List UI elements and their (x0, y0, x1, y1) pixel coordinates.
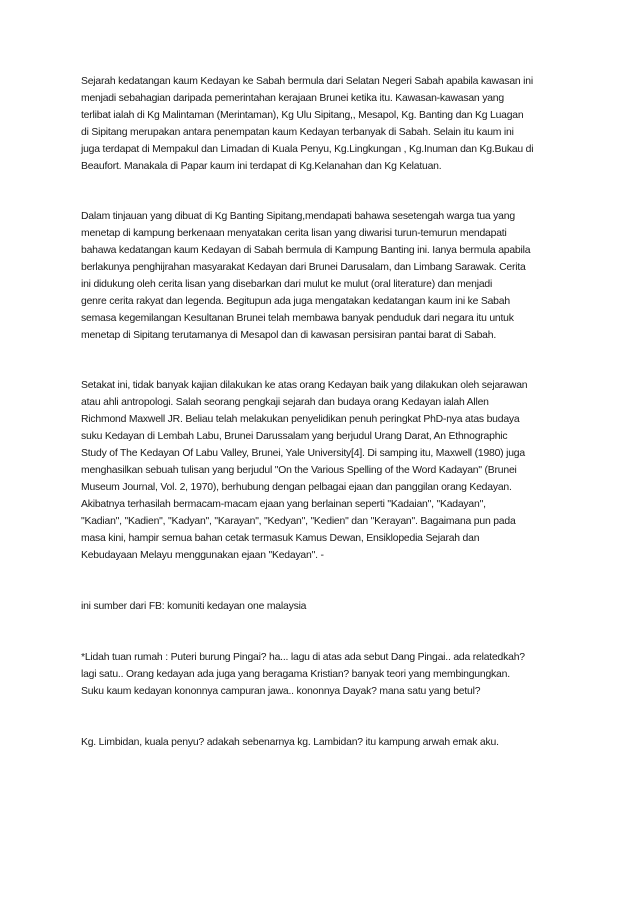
text-line: Akibatnya terhasilah bermacam-macam ejaan yang berlainan seperti "Kadaian", "Kadayan", (81, 499, 486, 510)
paragraph-research (81, 377, 571, 564)
paragraph-survey (81, 208, 571, 344)
paragraph-host-comment (81, 649, 571, 700)
text-line: di Sipitang merupakan antara penempatan kaum Kedayan terbanyak di Sabah. Selain itu kaum ini (81, 127, 514, 138)
text-line: Richmond Maxwell JR. Beliau telah melakukan penyelidikan penuh peringkat PhD-nya atas budaya (81, 414, 520, 425)
text-line: atau ahli antropologi. Salah seorang pengkaji sejarah dan budaya orang Kedayan ialah Allen (81, 397, 489, 408)
paragraph-source (81, 598, 571, 615)
text-line: genre cerita rakyat dan legenda. Begitupun ada juga mengatakan kedatangan kaum ini ke Sabah (81, 296, 510, 307)
text-line: Beaufort. Manakala di Papar kaum ini terdapat di Kg.Kelanahan dan Kg Kelatuan. (81, 161, 442, 172)
text-line: Dalam tinjauan yang dibuat di Kg Banting Sipitang,mendapati bahawa sesetengah warga tua yang (81, 211, 515, 222)
text-line: Study of The Kedayan Of Labu Valley, Brunei, Yale University[4]. Di samping itu, Maxwell (1980) juga (81, 448, 525, 459)
text-line: ini didukung oleh cerita lisan yang disebarkan dari mulut ke mulut (oral literature) dan menjadi (81, 279, 493, 290)
paragraph-history (81, 73, 571, 175)
text-line: menetap di kampung berkenaan menyatakan cerita lisan yang diwarisi turun-temurun mendapati (81, 228, 507, 239)
text-line: menghasilkan sebuah tulisan yang berjudul "On the Various Spelling of the Word Kadayan" (Brunei (81, 465, 517, 476)
text-line: lagi satu.. Orang kedayan ada juga yang beragama Kristian? banyak teori yang membingungkan. (81, 669, 510, 680)
text-line: "Kadian", "Kadien", "Kadyan", "Karayan", "Kedyan", "Kedien" dan "Kerayan". Bagaimana pun pada (81, 516, 516, 527)
text-line: Museum Journal, Vol. 2, 1970), berhubung dengan pelbagai ejaan dan panggilan orang Kedayan. (81, 482, 512, 493)
text-line: Setakat ini, tidak banyak kajian dilakukan ke atas orang Kedayan baik yang dilakukan oleh sejarawan (81, 380, 528, 391)
text-line: Kebudayaan Melayu menggunakan ejaan "Kedayan". - (81, 550, 324, 561)
text-line: menetap di Sipitang terutamanya di Mesapol dan di kawasan persisiran pantai barat di Sabah. (81, 330, 497, 341)
text-line: berlakunya penghijrahan masyarakat Kedayan dari Brunei Darusalam, dan Limbang Sarawak. Cerita (81, 262, 526, 273)
text-line: Kg. Limbidan, kuala penyu? adakah sebenarnya kg. Lambidan? itu kampung arwah emak aku. (81, 737, 499, 748)
document-body (81, 73, 571, 751)
text-line: Suku kaum kedayan kononnya campuran jawa.. kononnya Dayak? mana satu yang betul? (81, 686, 481, 697)
text-line: menjadi sebahagian daripada pemerintahan kerajaan Brunei ketika itu. Kawasan-kawasan yang (81, 93, 504, 104)
text-line: bahawa kedatangan kaum Kedayan di Sabah bermula di Kampung Banting ini. Ianya bermula apabila (81, 245, 531, 256)
text-line: suku Kedayan di Lembah Labu, Brunei Darussalam yang berjudul Urang Darat, An Ethnographic (81, 431, 508, 442)
text-line: Sejarah kedatangan kaum Kedayan ke Sabah bermula dari Selatan Negeri Sabah apabila kawasan ini (81, 76, 533, 87)
text-line: masa kini, hampir semua bahan cetak termasuk Kamus Dewan, Ensiklopedia Sejarah dan (81, 533, 480, 544)
text-line: semasa kegemilangan Kesultanan Brunei telah membawa banyak penduduk dari negara itu untuk (81, 313, 514, 324)
text-line: terlibat ialah di Kg Malintaman (Merintaman), Kg Ulu Sipitang,, Mesapol, Kg. Banting dan Kg Luagan (81, 110, 524, 121)
text-line: juga terdapat di Mempakul dan Limadan di Kuala Penyu, Kg.Lingkungan , Kg.Inuman dan Kg.Bukau di (81, 144, 534, 155)
paragraph-note (81, 734, 571, 751)
text-line: *Lidah tuan rumah : Puteri burung Pingai? ha... lagu di atas ada sebut Dang Pingai.. ada relatedkah? (81, 652, 525, 663)
text-line: ini sumber dari FB: komuniti kedayan one malaysia (81, 601, 307, 612)
